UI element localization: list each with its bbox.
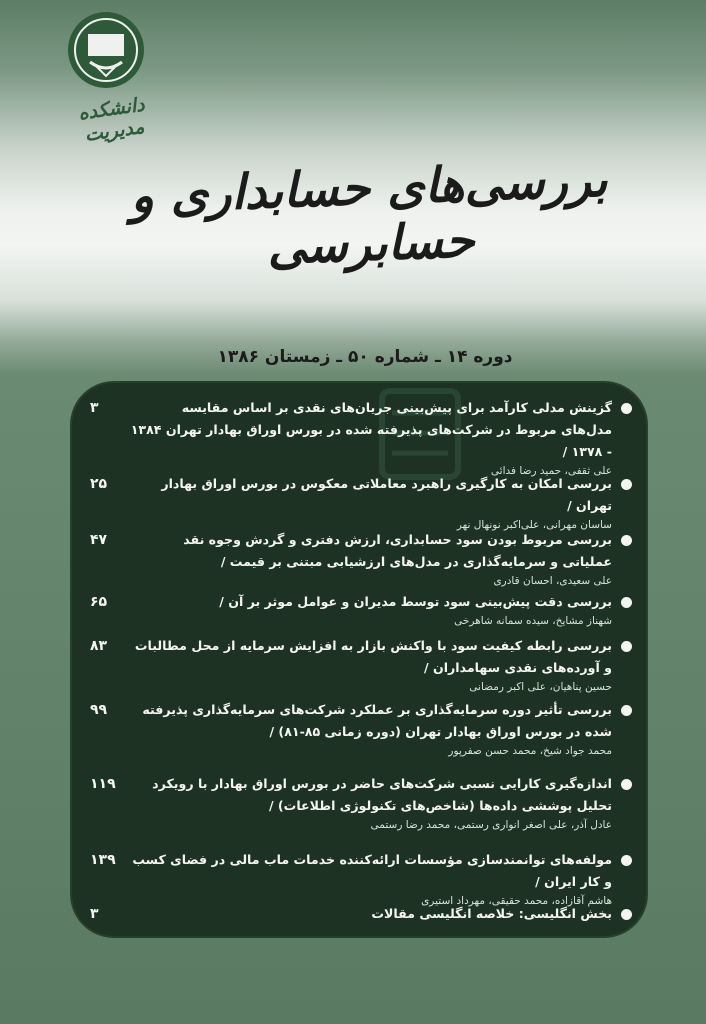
entry-authors: عادل آذر، علی اصغر انواری رستمی، محمد رضا رستمی — [370, 819, 612, 831]
entry-authors: هاشم آقازاده، محمد حقیقی، مهرداد استیری — [421, 895, 612, 907]
toc-entries — [90, 397, 634, 929]
bullet-icon — [621, 403, 632, 414]
entry-title: بررسی امکان به کارگیری راهبرد معاملاتی معکوس در بورس اوراق بهادار تهران / — [161, 476, 612, 513]
entry-page: ۳ — [90, 906, 99, 922]
entry-authors: محمد جواد شیخ، محمد حسن صفرپور — [448, 745, 612, 757]
entry-page: ۱۳۹ — [90, 852, 116, 868]
bullet-icon — [621, 597, 632, 608]
entry-title: بررسی تأثیر دوره سرمایه‌گذاری بر عملکرد شرکت‌های سرمایه‌گذاری پذیرفته شده در بورس اوراق بهادار تهران (دوره زمانی ۸۵-۸۱) / — [142, 702, 612, 739]
entry-page: ۸۳ — [90, 638, 108, 654]
toc-entry[interactable] — [90, 473, 634, 529]
entry-title: گزینش مدلی کارآمد برای پیش‌بینی جریان‌های نقدی بر اساس مقایسه مدل‌های مربوط در شرکت‌های پذیرفته شده در بورس اوراق بهادار تهران ۱۳۸۴ - ۱۳۷۸ / — [130, 400, 612, 459]
entry-authors: علی سعیدی، احسان قادری — [493, 575, 612, 587]
entry-page: ۱۱۹ — [90, 776, 116, 792]
entry-authors: ساسان مهرانی، علی‌اکبر نونهال نهر — [456, 519, 612, 531]
university-logo-icon — [66, 10, 146, 90]
bullet-icon — [621, 535, 632, 546]
bullet-icon — [621, 909, 632, 920]
entry-page: ۲۵ — [90, 476, 108, 492]
entry-authors: حسین پناهیان، علی اکبر رمضانی — [469, 681, 612, 693]
entry-page: ۳ — [90, 400, 99, 416]
bullet-icon — [621, 855, 632, 866]
toc-entry[interactable] — [90, 849, 634, 907]
journal-title: بررسی‌های حسابداری و حسابرسی — [129, 151, 609, 276]
faculty-name: دانشکده مدیریت — [77, 93, 146, 146]
issue-info: دوره ۱۴ ـ شماره ۵۰ ـ زمستان ۱۳۸۶ — [217, 347, 513, 367]
entry-authors: شهناز مشایخ، سیده سمانه شاهرخی — [454, 615, 612, 627]
entry-title: مولفه‌های توانمندسازی مؤسسات ارائه‌کننده خدمات ماب مالی در فضای کسب و کار ایران / — [132, 852, 612, 889]
bullet-icon — [621, 779, 632, 790]
entry-title: بررسی دقت پیش‌بینی سود توسط مدیران و عوامل موثر بر آن / — [219, 594, 612, 609]
bullet-icon — [621, 641, 632, 652]
toc-entry[interactable] — [90, 397, 634, 477]
entry-page: ۹۹ — [90, 702, 108, 718]
entry-title: بخش انگلیسی: خلاصه انگلیسی مقالات — [371, 906, 612, 921]
bullet-icon — [621, 705, 632, 716]
toc-entry[interactable] — [90, 635, 634, 699]
table-of-contents — [72, 383, 646, 936]
entry-title: اندازه‌گیری کارایی نسبی شرکت‌های حاضر در بورس اوراق بهادار با رویکرد تحلیل پوششی داده‌ها (شاخص‌های تکنولوژی اطلاعات) / — [152, 776, 612, 813]
entry-title: بررسی رابطه کیفیت سود با واکنش بازار به افزایش سرمایه از محل مطالبات و آورده‌های نقدی سهامداران / — [134, 638, 612, 675]
entry-page: ۶۵ — [90, 594, 108, 610]
toc-entry[interactable] — [90, 699, 634, 773]
toc-entry[interactable] — [90, 903, 634, 929]
bullet-icon — [621, 479, 632, 490]
toc-entry[interactable] — [90, 529, 634, 591]
entry-title: بررسی مربوط بودن سود حسابداری، ارزش دفتری و گردش وجوه نقد عملیاتی و سرمایه‌گذاری در مدل‌های ارزشیابی مبتنی بر قیمت / — [183, 532, 612, 569]
toc-entry[interactable] — [90, 591, 634, 635]
toc-entry[interactable] — [90, 773, 634, 849]
entry-authors: علی ثقفی، حمید رضا فدائی — [490, 465, 612, 477]
entry-page: ۴۷ — [90, 532, 108, 548]
